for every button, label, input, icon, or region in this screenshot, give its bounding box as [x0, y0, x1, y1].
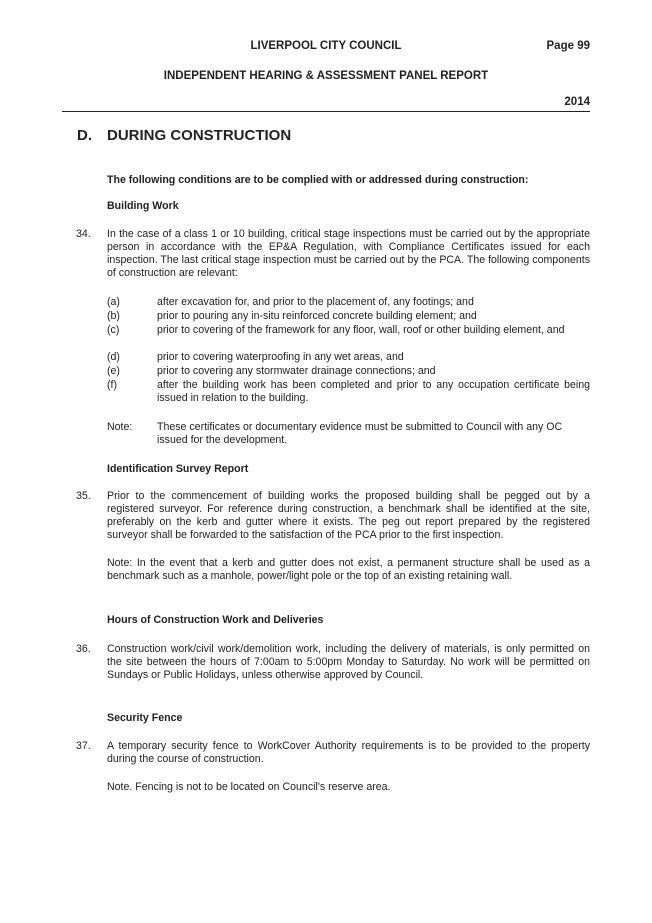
item-label-d: (d) — [107, 351, 120, 363]
heading-survey-report: Identification Survey Report — [107, 463, 249, 475]
page-number: Page 99 — [546, 40, 590, 52]
condition-36-text: Construction work/civil work/demolition work, including the delivery of materials, is only permitted on the site between the hours of 7:00am to 5:00pm Monday to Saturday. No work will be permitted on Sundays or Public Holidays, unless otherwise approved by Council. — [107, 643, 590, 681]
condition-37-text: A temporary security fence to WorkCover Authority requirements is to be provided to the property during the course of construction. — [107, 740, 590, 765]
item-text-a: after excavation for, and prior to the placement of, any footings; and — [157, 296, 474, 308]
condition-35-text: Prior to the commencement of building works the proposed building shall be pegged out by a registered surveyor. For reference during construction, a benchmark shall be identified at the site, preferably on the kerb and gutter where it exists. The peg out report prepared by the registered surveyor shall be forwarded to the satisfaction of the PCA prior to the first inspection. — [107, 490, 590, 541]
heading-security-fence: Security Fence — [107, 712, 183, 724]
condition-34-text: In the case of a class 1 or 10 building, critical stage inspections must be carried out by the appropriate person in accordance with the EP&A Regulation, with Compliance Certificates issued for each inspection. The last critical stage inspection must be carried out by the PCA. The following components of construction are relevant: — [107, 228, 590, 279]
condition-number-37: 37. — [76, 740, 91, 752]
item-label-a: (a) — [107, 296, 120, 308]
condition-number-34: 34. — [76, 228, 91, 240]
condition-number-36: 36. — [76, 643, 91, 655]
condition-35-note: Note: In the event that a kerb and gutter does not exist, a permanent structure shall be used as a benchmark such as a manhole, power/light pole or the top of an existing retaining wall. — [107, 557, 590, 582]
item-text-c: prior to covering of the framework for any floor, wall, roof or other building element, and — [157, 324, 565, 336]
council-name: LIVERPOOL CITY COUNCIL — [250, 40, 402, 52]
section-letter: D. — [77, 127, 92, 144]
item-label-e: (e) — [107, 365, 120, 377]
item-text-d: prior to covering waterproofing in any wet areas, and — [157, 351, 404, 363]
item-text-f: after the building work has been completed and prior to any occupation certificate being issued in relation to the building. — [157, 379, 590, 404]
condition-37-note: Note. Fencing is not to be located on Council's reserve area. — [107, 781, 391, 793]
heading-building-work: Building Work — [107, 200, 179, 212]
item-text-b: prior to pouring any in-situ reinforced concrete building element; and — [157, 310, 477, 322]
section-title: DURING CONSTRUCTION — [107, 127, 292, 144]
report-title: INDEPENDENT HEARING & ASSESSMENT PANEL REPORT — [163, 70, 489, 82]
heading-hours: Hours of Construction Work and Deliveries — [107, 614, 324, 626]
note-label-34: Note: — [107, 421, 133, 433]
intro-statement: The following conditions are to be complied with or addressed during construction: — [107, 174, 529, 186]
item-label-c: (c) — [107, 324, 120, 336]
item-label-f: (f) — [107, 379, 117, 391]
note-text-34: These certificates or documentary evidence must be submitted to Council with any OC issued for the development. — [157, 421, 563, 446]
report-year: 2014 — [564, 96, 590, 108]
item-label-b: (b) — [107, 310, 120, 322]
header-divider — [62, 111, 590, 112]
condition-number-35: 35. — [76, 490, 91, 502]
item-text-e: prior to covering any stormwater drainage connections; and — [157, 365, 436, 377]
